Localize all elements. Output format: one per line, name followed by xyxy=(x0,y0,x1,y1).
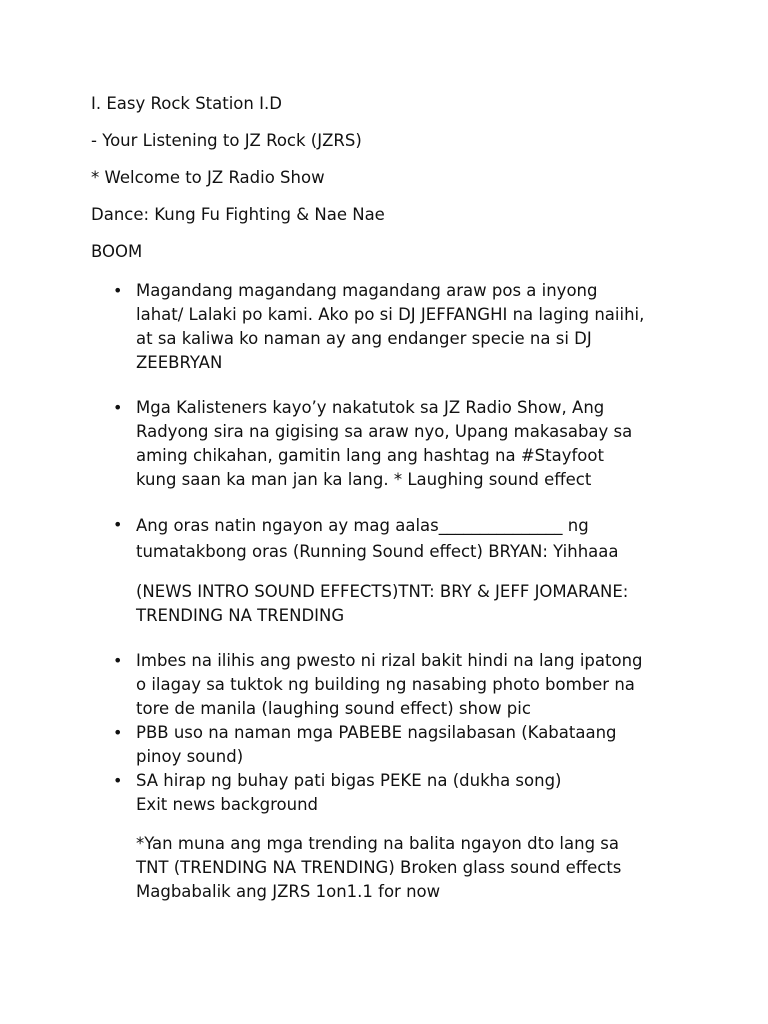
bullet-marker: • xyxy=(113,723,123,742)
news-item-line: pinoy sound) xyxy=(136,747,244,766)
news-list-item xyxy=(136,769,696,817)
listening-line: - Your Listening to JZ Rock (JZRS) xyxy=(91,131,362,150)
list-item-line: Radyong sira na gigising sa araw nyo, Upang makasabay sa xyxy=(136,422,633,441)
list-item-line: kung saan ka man jan ka lang. * Laughing sound effect xyxy=(136,470,592,489)
list-item-line: Magandang magandang magandang araw pos a inyong xyxy=(136,281,598,300)
news-item-line: Imbes na ilihis ang pwesto ni rizal bakit hindi na lang ipatong xyxy=(136,651,643,670)
bullet-marker: • xyxy=(113,515,123,534)
news-item-line: PBB uso na naman mga PABEBE nagsilabasan (Kabataang xyxy=(136,723,617,742)
list-item xyxy=(136,513,696,565)
news-list-item xyxy=(136,721,696,769)
list-item-line: tumatakbong oras (Running Sound effect) BRYAN: Yihhaaa xyxy=(136,542,619,561)
bullet-marker: • xyxy=(113,398,123,417)
news-list-item xyxy=(136,649,696,721)
list-item-line: lahat/ Lalaki po kami. Ako po si DJ JEFFANGHI na laging naiihi, xyxy=(136,305,645,324)
news-item-line: Exit news background xyxy=(136,795,319,814)
list-item-line: Ang oras natin ngayon ay mag aalas_______________ ng xyxy=(136,516,589,535)
list-item-line: Mga Kalisteners kayo’y nakatutok sa JZ Radio Show, Ang xyxy=(136,398,605,417)
list-item-line: at sa kaliwa ko naman ay ang endanger specie na si DJ xyxy=(136,329,592,348)
closing-line: *Yan muna ang mga trending na balita ngayon dto lang sa xyxy=(136,834,619,853)
bullet-marker: • xyxy=(113,281,123,300)
bullet-marker: • xyxy=(113,651,123,670)
news-item-line: o ilagay sa tuktok ng building ng nasabing photo bomber na xyxy=(136,675,635,694)
list-item-line: ZEEBRYAN xyxy=(136,353,223,372)
bullet-marker: • xyxy=(113,771,123,790)
news-intro-line: TRENDING NA TRENDING xyxy=(136,606,345,625)
news-item-line: SA hirap ng buhay pati bigas PEKE na (dukha song) xyxy=(136,771,562,790)
news-intro xyxy=(136,580,696,628)
station-id-heading: I. Easy Rock Station I.D xyxy=(91,94,282,113)
list-item xyxy=(136,279,696,375)
welcome-line: * Welcome to JZ Radio Show xyxy=(91,168,325,187)
dance-line: Dance: Kung Fu Fighting & Nae Nae xyxy=(91,205,385,224)
news-intro-line: (NEWS INTRO SOUND EFFECTS)TNT: BRY & JEFF JOMARANE: xyxy=(136,582,629,601)
list-item-line: aming chikahan, gamitin lang ang hashtag na #Stayfoot xyxy=(136,446,604,465)
list-item xyxy=(136,396,696,492)
closing-line: Magbabalik ang JZRS 1on1.1 for now xyxy=(136,882,441,901)
news-item-line: tore de manila (laughing sound effect) show pic xyxy=(136,699,531,718)
closing-paragraph xyxy=(136,832,696,904)
boom-line: BOOM xyxy=(91,242,143,261)
closing-line: TNT (TRENDING NA TRENDING) Broken glass sound effects xyxy=(136,858,622,877)
